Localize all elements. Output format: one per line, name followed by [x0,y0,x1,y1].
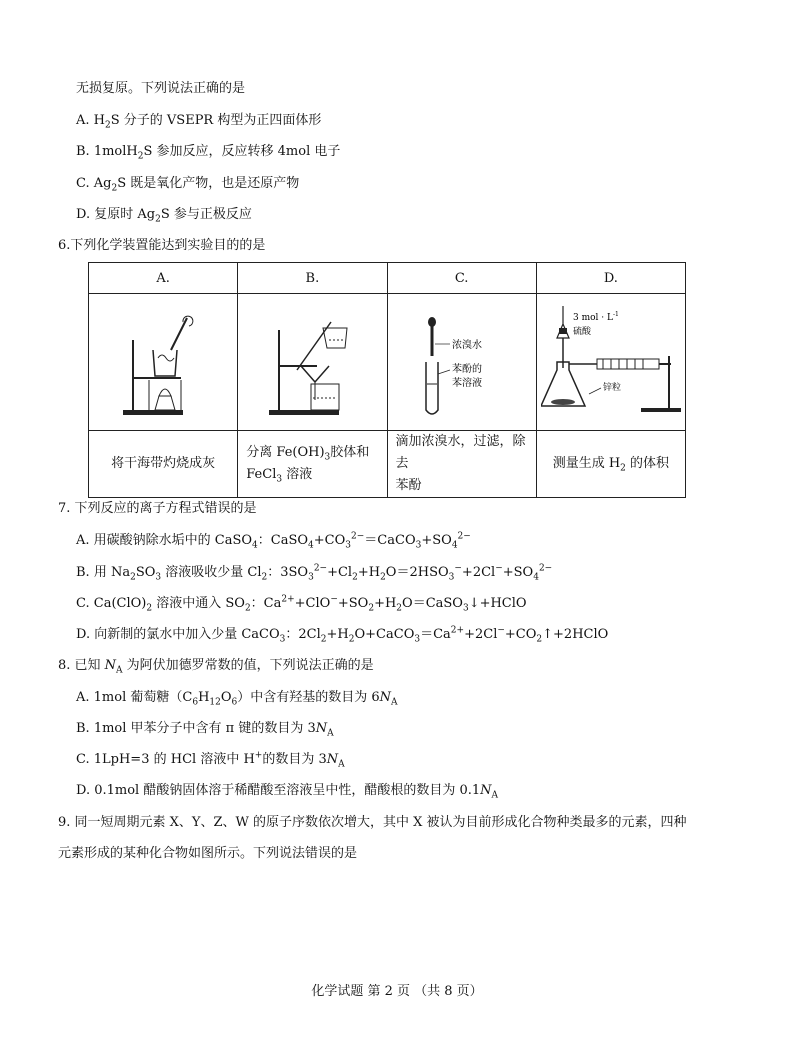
q9-stem-line1: 9. 同一短周期元素 X、Y、Z、W 的原子序数依次增大，其中 X 被认为目前形成化合物种类最多的元素，四种 [58,815,687,830]
col-header-d: D. [536,263,685,294]
q8-option-b: B. 1mol 甲苯分子中含有 π 键的数目为 $3N_A$ [76,721,334,739]
caption-b: 分离 $Fe(OH)_3$胶体和 FeCl$_3$ 溶液 [238,431,387,498]
q8-stem: 8. 已知 $N_A$ 为阿伏加德罗常数的值，下列说法正确的是 [58,658,374,676]
col-header-a: A. [89,263,238,294]
apparatus-d-image [536,294,685,431]
gas-volume-diagram [541,298,681,422]
apparatus-a-image [89,294,238,431]
q5-option-d: D. 复原时 $Ag_2S$ 参与正极反应 [76,207,252,225]
q7-option-d: D. 向新制的氯水中加入少量 CaCO$_3$：$2Cl_2+H_2O+CaCO_3=Ca^{2+}+2Cl^-+CO_2↑+2HClO$ [76,625,609,645]
q8-option-a: A. 1mol 葡萄糖$(C_6H_{12}O_6)$中含有羟基的数目为 $6N_A$ [76,690,398,708]
caption-d: 测量生成 $H_2$ 的体积 [536,431,685,498]
bromine-water-label: 浓溴水 [451,340,482,351]
dropper-testtube-diagram [402,300,522,420]
acid-concentration-label: 3 mol · $L^{-1}$ [572,311,619,323]
benzene-solution-label: 苯溶液 [451,378,482,389]
q7-option-a: A. 用碳酸钠除水垢中的 CaSO$_4$：$CaSO_4+CO_3^{2-}=CaCO_3+SO_4^{2-}$ [76,531,471,551]
caption-a: 将干海带灼烧成灰 [89,431,238,498]
q8-option-c: C. 1LpH=3 的 HCl 溶液中 H+的数目为 $3N_A$ [76,750,345,770]
filtration-diagram [257,300,367,420]
q7-option-c: C. $Ca(ClO)_2$ 溶液中通入 $SO_2$：$Ca^{2+}+ClO^-+SO_2+H_2O=CaSO_3↓+HClO$ [76,594,527,614]
phenol-label: 苯酚的 [451,364,482,375]
crucible-burner-diagram [113,300,213,420]
col-header-b: B. [238,263,387,294]
q5-option-c: C. $Ag_2S$ 既是氧化产物，也是还原产物 [76,176,300,194]
q8-option-d: D. 0.1mol 醋酸钠固体溶于稀醋酸至溶液呈中性，醋酸根的数目为 $0.1N_A$ [76,783,499,801]
col-header-c: C. [387,263,536,294]
apparatus-b-image [238,294,387,431]
apparatus-c-image [387,294,536,431]
zinc-label: 锌粒 [602,383,621,393]
q5-option-b: B. 1molH$_2$S 参加反应，反应转移 4mol 电子 [76,144,341,162]
sulfuric-acid-label: 硫酸 [572,327,591,337]
page-footer: 化学试题 第 2 页 （共 8 页） [311,984,483,999]
q5-option-a: A. $H_2S$ 分子的 VSEPR 构型为正四面体形 [76,113,322,131]
q5-stem-tail: 无损复原。下列说法正确的是 [76,81,246,96]
caption-c: 滴加浓溴水，过滤，除去 苯酚 [387,431,536,498]
apparatus-table [88,262,686,498]
q9-stem-line2: 元素形成的某种化合物如图所示。下列说法错误的是 [58,846,358,861]
q7-stem: 7. 下列反应的离子方程式错误的是 [58,501,257,516]
q6-stem: 6.下列化学装置能达到实验目的的是 [58,238,266,253]
q7-option-b: B. 用 $Na_2SO_3$ 溶液吸收少量 $Cl_2$：$3SO_3^{2-}+Cl_2+H_2O=2HSO_3^-+2Cl^-+SO_4^{2-}$ [76,563,553,583]
